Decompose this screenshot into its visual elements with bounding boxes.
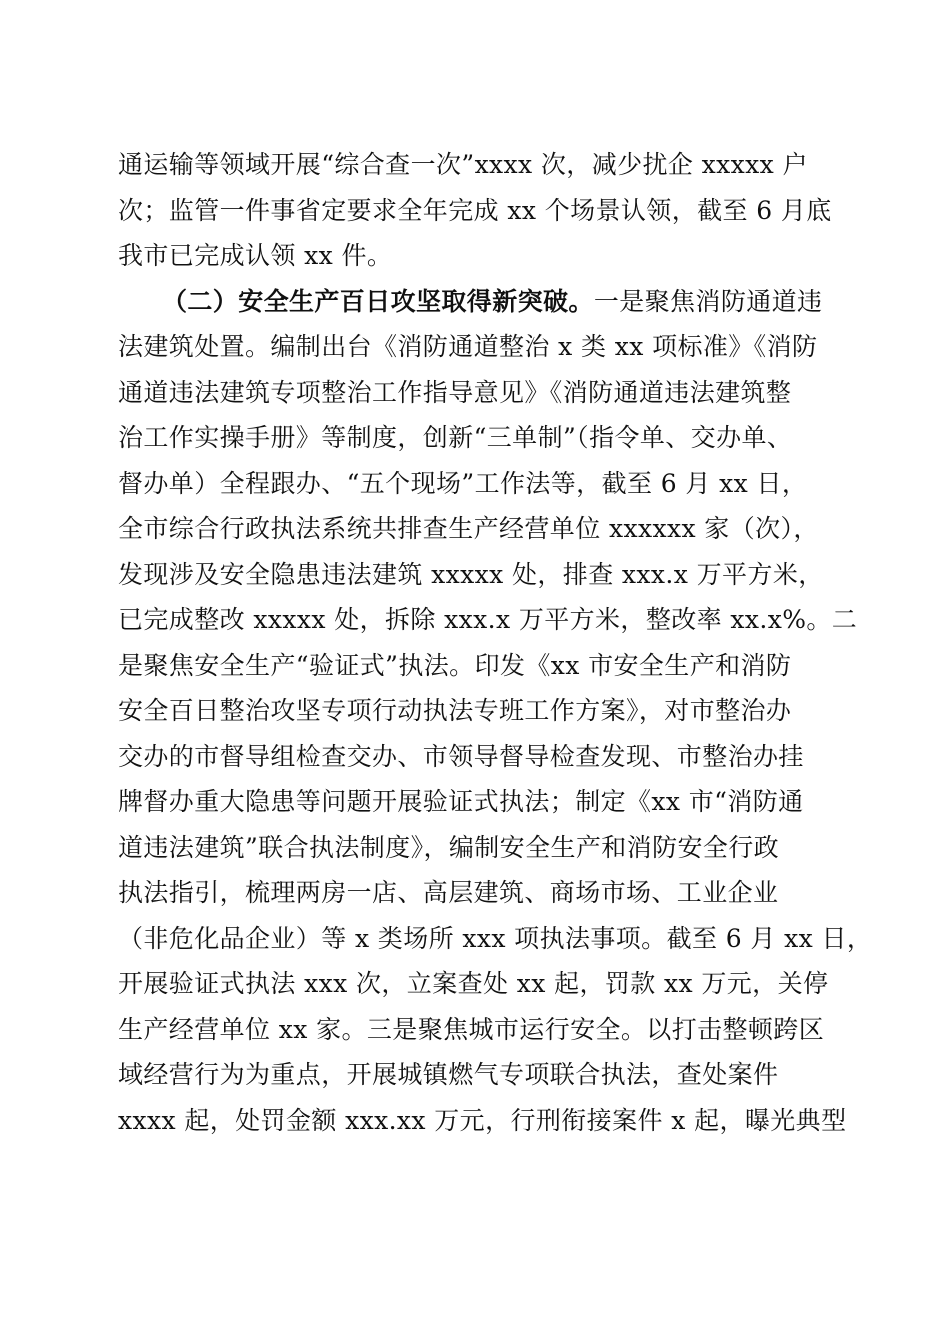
text-line: 执法指引，梳理两房一店、高层建筑、商场市场、工业企业 [118, 878, 779, 907]
text-line: 督办单）全程跟办、“五个现场”工作法等，截至 6 月 xx 日， [118, 468, 808, 498]
text-line: （非危化品企业）等 x 类场所 xxx 项执法事项。截至 6 月 xx 日， [118, 923, 873, 953]
paragraph-2 [118, 279, 873, 1144]
text-line: 牌督办重大隐患等问题开展验证式执法；制定《xx 市“消防通 [118, 787, 804, 816]
text-line: 通运输等领域开展“综合查一次”xxxx 次，减少扰企 xxxxx 户 [118, 150, 808, 179]
text-line: xxxx 起，处罚金额 xxx.xx 万元，行刑衔接案件 x 起，曝光典型 [118, 1105, 847, 1135]
text-line: 交办的市督导组检查交办、市领导督导检查发现、市整治办挂 [118, 741, 804, 771]
text-line: 我市已完成认领 xx 件。 [118, 241, 393, 270]
text-line: 通道违法建筑专项整治工作指导意见》《消防通道违法建筑整 [118, 377, 792, 407]
text-line: 安全百日整治攻坚专项行动执法专班工作方案》，对市整治办 [118, 696, 792, 725]
text-line: 生产经营单位 xx 家。三是聚焦城市运行安全。以打击整顿跨区 [118, 1014, 825, 1044]
text-line: 发现涉及安全隐患违法建筑 xxxxx 处，排查 xxx.x 万平方米， [118, 559, 824, 589]
paragraph-first-line [118, 279, 838, 325]
text-line-rest: 一是聚焦消防通道违 [593, 286, 823, 316]
text-line: 道违法建筑”联合执法制度》，编制安全生产和消防安全行政 [118, 832, 780, 862]
text-line: 次；监管一件事省定要求全年完成 xx 个场景认领，截至 6 月底 [118, 195, 832, 225]
paragraph-1 [118, 142, 838, 279]
text-line: 开展验证式执法 xxx 次，立案查处 xx 起，罚款 xx 万元，关停 [118, 969, 829, 998]
document-body [118, 142, 873, 1143]
text-line: 治工作实操手册》等制度，创新“三单制”（指令单、交办单、 [118, 423, 793, 452]
section-heading: （二）安全生产百日攻坚取得新突破。 [162, 286, 594, 316]
text-line: 全市综合行政执法系统共排查生产经营单位 xxxxxx 家（次）， [118, 514, 819, 543]
text-line: 是聚焦安全生产“验证式”执法。印发《xx 市安全生产和消防 [118, 650, 792, 680]
text-line: 已完成整改 xxxxx 处，拆除 xxx.x 万平方米，整改率 xx.x%。二 [118, 605, 858, 634]
text-line: 域经营行为为重点，开展城镇燃气专项联合执法，查处案件 [118, 1060, 779, 1089]
text-line: 法建筑处置。编制出台《消防通道整治 x 类 xx 项标准》《消防 [118, 332, 818, 361]
